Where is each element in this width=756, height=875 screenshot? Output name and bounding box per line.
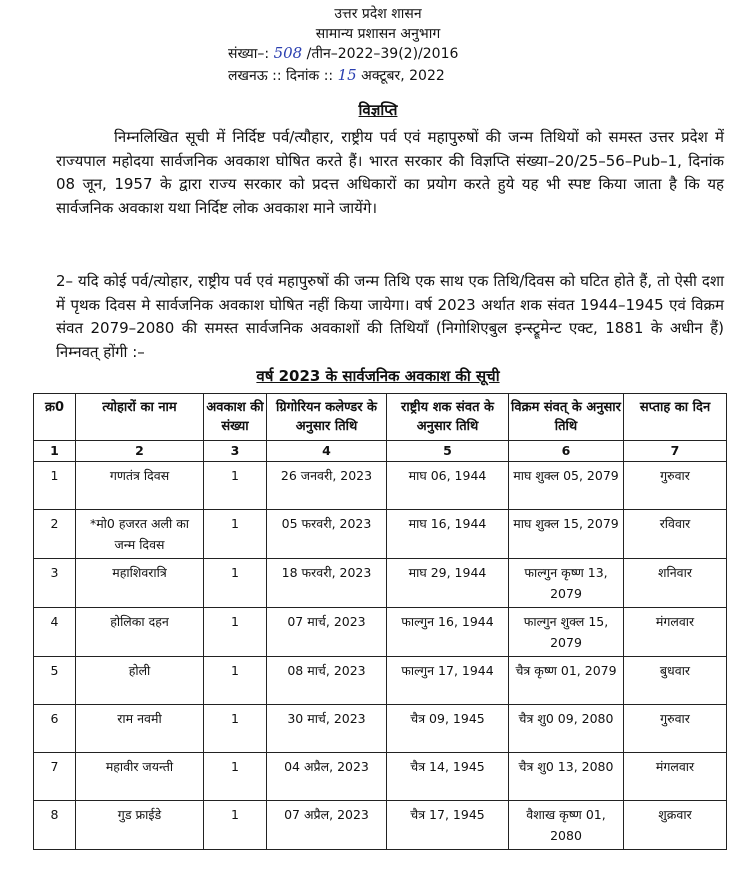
cell-saka-date: फाल्गुन 17, 1944 [387, 657, 509, 705]
cell-serial: 2 [34, 510, 76, 559]
paragraph-2-text: 2– यदि कोई पर्व/त्योहार, राष्ट्रीय पर्व एवं महापुरुषों की जन्म तिथि एक साथ एक तिथि/दिवस को घटित होते हैं, तो ऐसी दशा में पृथक दिवस मे सार्वजनिक अवकाश घोषित नहीं किया जायेगा। वर्ष 2023 अर्थात शक संवत 1944–1945 एवं विक्रम संवत 2079–2080 की समस्त सार्वजनिक अवकाशों की तिथियाँ (निगोशिएबुल इन्स्ट्रूमेन्ट एक्ट, 1881 के अधीन हैं) निम्नवत् होंगी :– [56, 272, 724, 361]
holiday-table [33, 393, 727, 850]
department-heading: सामान्य प्रशासन अनुभाग [315, 26, 441, 42]
header-holiday-count: अवकाश की संख्या [204, 394, 267, 441]
table-row [34, 753, 727, 801]
cell-vikram-date: माघ शुक्ल 05, 2079 [509, 462, 624, 510]
cell-serial: 1 [34, 462, 76, 510]
cell-serial: 3 [34, 559, 76, 608]
header-saka-date: राष्ट्रीय शक संवत के अनुसार तिथि [387, 394, 509, 441]
cell-festival-name: होली [76, 657, 204, 705]
cell-gregorian-date: 07 मार्च, 2023 [267, 608, 387, 657]
cell-gregorian-date: 08 मार्च, 2023 [267, 657, 387, 705]
cell-gregorian-date: 26 जनवरी, 2023 [267, 462, 387, 510]
issue-date-handwritten: 15 [337, 66, 357, 84]
table-row [34, 801, 727, 850]
issue-date-suffix: अक्टूबर, 2022 [361, 68, 445, 84]
cell-gregorian-date: 30 मार्च, 2023 [267, 705, 387, 753]
cell-vikram-date: चैत्र कृष्ण 01, 2079 [509, 657, 624, 705]
cell-gregorian-date: 18 फरवरी, 2023 [267, 559, 387, 608]
table-row [34, 462, 727, 510]
cell-weekday: गुरुवार [624, 462, 727, 510]
cell-saka-date: माघ 29, 1944 [387, 559, 509, 608]
reference-number [228, 44, 458, 63]
paragraph-1-text: निम्नलिखित सूची में निर्दिष्ट पर्व/त्यौहार, राष्ट्रीय पर्व एवं महापुरुषों की जन्म तिथियों को समस्त उत्तर प्रदेश में राज्यपाल महोदया सार्वजनिक अवकाश घोषित करते हैं। भारत सरकार की विज्ञप्ति संख्या–20/25–56–Pub–1, दिनांक 08 जून, 1957 के द्वारा राज्य सरकार को प्रदत्त अधिकारों का प्रयोग करते हुये यह भी स्पष्ट किया जाता है कि यह सार्वजनिक अवकाश यथा निर्दिष्ट लोक अवकाश माने जायेंगे। [56, 128, 724, 217]
cell-gregorian-date: 07 अप्रैल, 2023 [267, 801, 387, 850]
cell-weekday: रविवार [624, 510, 727, 559]
issue-date [228, 66, 445, 85]
column-number: 5 [387, 441, 509, 462]
column-number: 4 [267, 441, 387, 462]
cell-holiday-count: 1 [204, 559, 267, 608]
header-weekday: सप्ताह का दिन [624, 394, 727, 441]
reference-number-prefix: संख्या–: [228, 46, 270, 62]
table-row [34, 657, 727, 705]
cell-vikram-date: फाल्गुन शुक्ल 15, 2079 [509, 608, 624, 657]
cell-saka-date: चैत्र 17, 1945 [387, 801, 509, 850]
paragraph-2 [56, 270, 724, 364]
cell-saka-date: चैत्र 14, 1945 [387, 753, 509, 801]
table-row [34, 559, 727, 608]
cell-festival-name: महाशिवरात्रि [76, 559, 204, 608]
cell-holiday-count: 1 [204, 801, 267, 850]
header-festival-name: त्योहारों का नाम [76, 394, 204, 441]
cell-weekday: बुधवार [624, 657, 727, 705]
cell-gregorian-date: 05 फरवरी, 2023 [267, 510, 387, 559]
cell-serial: 5 [34, 657, 76, 705]
cell-weekday: मंगलवार [624, 608, 727, 657]
table-header-row [34, 394, 727, 441]
column-number: 3 [204, 441, 267, 462]
column-number: 6 [509, 441, 624, 462]
header-vikram-date: विक्रम संवत् के अनुसार तिथि [509, 394, 624, 441]
cell-vikram-date: चैत्र शु0 09, 2080 [509, 705, 624, 753]
reference-number-suffix: /तीन–2022–39(2)/2016 [306, 46, 459, 62]
column-number: 1 [34, 441, 76, 462]
cell-gregorian-date: 04 अप्रैल, 2023 [267, 753, 387, 801]
cell-festival-name: गुड फ्राईडे [76, 801, 204, 850]
cell-festival-name: राम नवमी [76, 705, 204, 753]
cell-festival-name: महावीर जयन्ती [76, 753, 204, 801]
table-title: वर्ष 2023 के सार्वजनिक अवकाश की सूची [256, 367, 500, 385]
notification-title: विज्ञप्ति [358, 101, 398, 119]
cell-serial: 4 [34, 608, 76, 657]
government-heading: उत्तर प्रदेश शासन [334, 6, 422, 22]
issue-date-prefix: लखनऊ :: दिनांक :: [228, 68, 338, 84]
cell-vikram-date: फाल्गुन कृष्ण 13, 2079 [509, 559, 624, 608]
table-row [34, 608, 727, 657]
cell-saka-date: फाल्गुन 16, 1944 [387, 608, 509, 657]
paragraph-1 [56, 126, 724, 220]
cell-vikram-date: माघ शुक्ल 15, 2079 [509, 510, 624, 559]
cell-holiday-count: 1 [204, 510, 267, 559]
cell-holiday-count: 1 [204, 753, 267, 801]
cell-serial: 8 [34, 801, 76, 850]
cell-saka-date: माघ 16, 1944 [387, 510, 509, 559]
cell-holiday-count: 1 [204, 462, 267, 510]
cell-serial: 6 [34, 705, 76, 753]
header-gregorian-date: ग्रिगोरियन कलेण्डर के अनुसार तिथि [267, 394, 387, 441]
header-serial: क्र0 [34, 394, 76, 441]
cell-weekday: मंगलवार [624, 753, 727, 801]
cell-festival-name: *मो0 हजरत अली का जन्म दिवस [76, 510, 204, 559]
cell-weekday: गुरुवार [624, 705, 727, 753]
cell-saka-date: चैत्र 09, 1945 [387, 705, 509, 753]
reference-number-handwritten: 508 [273, 44, 303, 62]
cell-weekday: शनिवार [624, 559, 727, 608]
cell-holiday-count: 1 [204, 705, 267, 753]
cell-vikram-date: वैशाख कृष्ण 01, 2080 [509, 801, 624, 850]
table-row [34, 510, 727, 559]
cell-festival-name: गणतंत्र दिवस [76, 462, 204, 510]
column-number-row [34, 441, 727, 462]
cell-holiday-count: 1 [204, 657, 267, 705]
cell-festival-name: होलिका दहन [76, 608, 204, 657]
table-row [34, 705, 727, 753]
column-number: 2 [76, 441, 204, 462]
cell-holiday-count: 1 [204, 608, 267, 657]
column-number: 7 [624, 441, 727, 462]
cell-serial: 7 [34, 753, 76, 801]
cell-weekday: शुक्रवार [624, 801, 727, 850]
cell-saka-date: माघ 06, 1944 [387, 462, 509, 510]
cell-vikram-date: चैत्र शु0 13, 2080 [509, 753, 624, 801]
